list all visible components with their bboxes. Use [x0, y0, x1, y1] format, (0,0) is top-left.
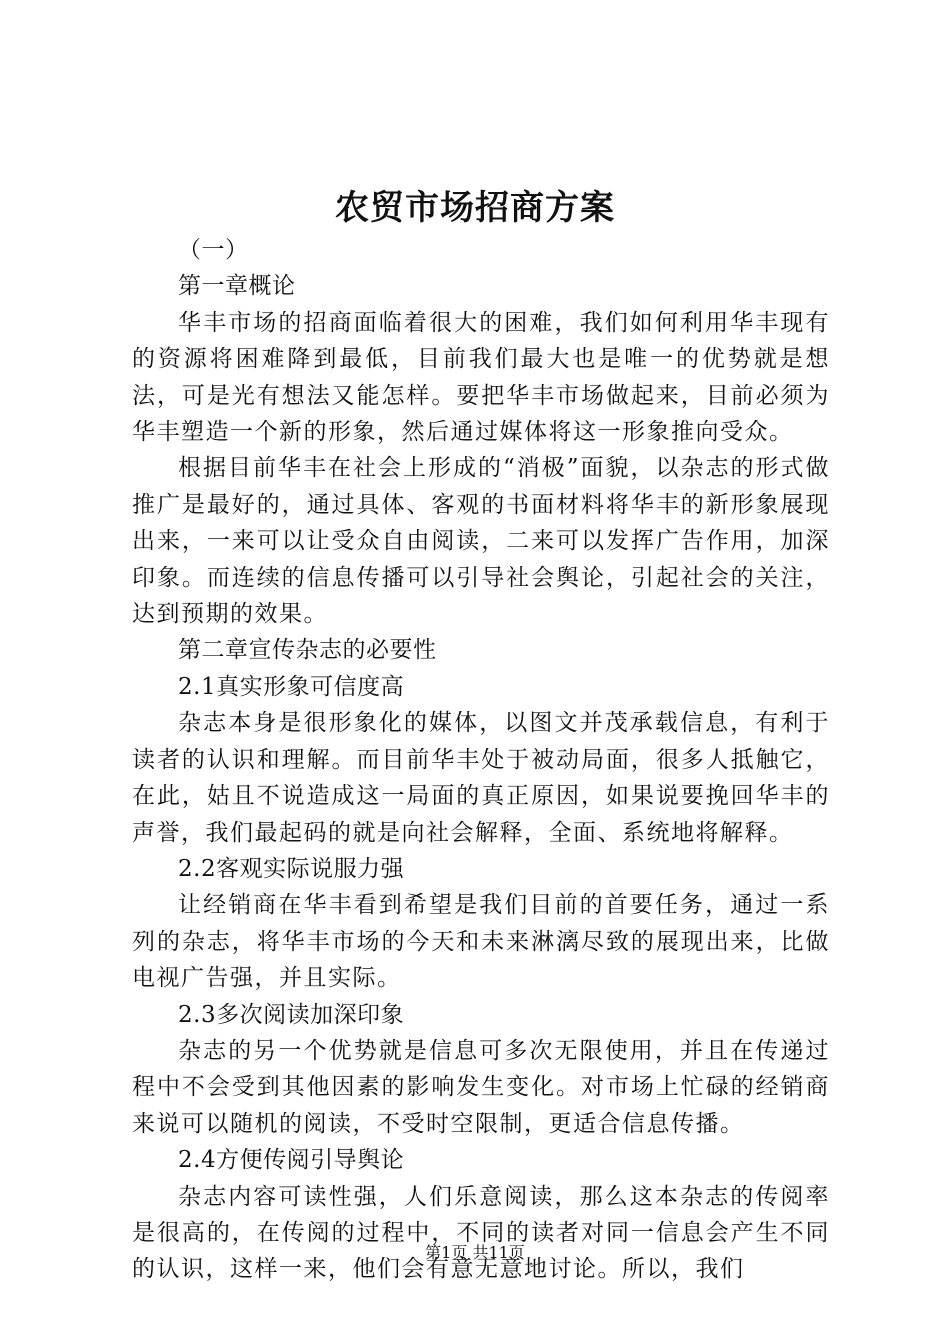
- paragraph: 杂志内容可读性强，人们乐意阅读，那么这本杂志的传阅率是很高的，在传阅的过程中，不同的读者对同一信息会产生不同的认识，这样一来，他们会有意无意地讨论。所以，我们: [132, 1183, 830, 1283]
- paragraph: 让经销商在华丰看到希望是我们目前的首要任务，通过一系列的杂志，将华丰市场的今天和未来淋漓尽致的展现出来，比做电视广告强，并且实际。: [132, 892, 830, 992]
- paragraph: 杂志本身是很形象化的媒体，以图文并茂承载信息，有利于读者的认识和理解。而目前华丰处于被动局面，很多人抵触它，在此，姑且不说造成这一局面的真正原因，如果说要挽回华丰的声誉，我们最起码的就是向社会解释，全面、系统地将解释。: [132, 710, 830, 846]
- section-heading: 2.2客观实际说服力强: [178, 855, 405, 882]
- page-footer: 第1页 共11页: [425, 1243, 525, 1262]
- document-title: 农贸市场招商方案: [335, 188, 615, 228]
- chapter-heading: 第一章概论: [178, 273, 296, 300]
- chapter-heading: 第二章宣传杂志的必要性: [178, 637, 437, 664]
- document-body: [132, 232, 830, 1288]
- paragraph: 华丰市场的招商面临着很大的困难，我们如何利用华丰现有的资源将困难降到最低，目前我们最大也是唯一的优势就是想法，可是光有想法又能怎样。要把华丰市场做起来，目前必须为华丰塑造一个新的形象，然后通过媒体将这一形象推向受众。: [132, 309, 830, 446]
- paragraph: 根据目前华丰在社会上形成的“消极”面貌，以杂志的形式做推广是最好的，通过具体、客观的书面材料将华丰的新形象展现出来，一来可以让受众自由阅读，二来可以发挥广告作用，加深印象。而连续的信息传播可以引导社会舆论，引起社会的关注，达到预期的效果。: [132, 455, 830, 628]
- section-heading: 2.1真实形象可信度高: [178, 673, 405, 700]
- paragraph: 杂志的另一个优势就是信息可多次无限使用，并且在传递过程中不会受到其他因素的影响发生变化。对市场上忙碌的经销商来说可以随机的阅读，不受时空限制，更适合信息传播。: [132, 1037, 830, 1137]
- section-heading: 2.3多次阅读加深印象: [178, 1001, 405, 1028]
- section-heading: 2.4方便传阅引导舆论: [178, 1147, 405, 1174]
- section-marker: （一）: [178, 237, 249, 263]
